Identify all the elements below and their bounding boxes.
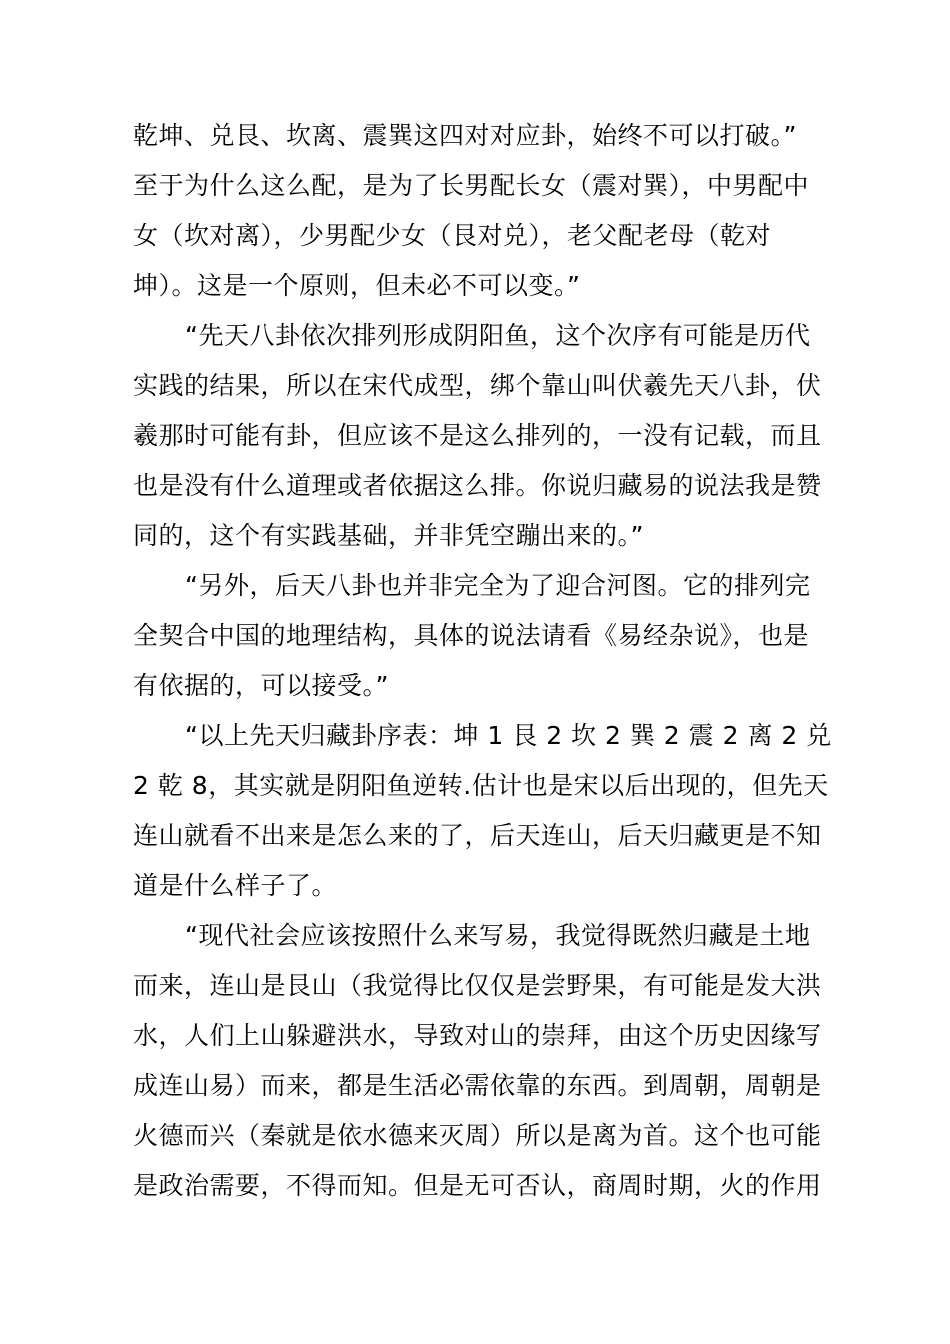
text-line: 实践的结果，所以在宋代成型，绑个靠山叫伏羲先天八卦，伏 <box>133 371 822 400</box>
text-line: 道是什么样子了。 <box>133 871 338 900</box>
paragraph-start-line: “另外，后天八卦也并非完全为了迎合河图。它的排列完 <box>185 571 811 600</box>
text-line: 乾坤、兑艮、坎离、震巽这四对对应卦，始终不可以打破。” <box>133 121 797 150</box>
text-line: 同的，这个有实践基础，并非凭空蹦出来的。” <box>133 521 644 550</box>
text-line: 是政治需要，不得而知。但是无可否认，商周时期，火的作用 <box>133 1171 822 1200</box>
text-line: 女（坎对离），少男配少女（艮对兑），老父配老母（乾对 <box>133 221 772 250</box>
text-line: 全契合中国的地理结构，具体的说法请看《易经杂说》，也是 <box>133 621 810 650</box>
text-line: 至于为什么这么配，是为了长男配长女（震对巽），中男配中 <box>133 171 810 200</box>
text-line: 水，人们上山躲避洪水，导致对山的崇拜，由这个历史因缘写 <box>133 1021 822 1050</box>
text-line: 坤）。这是一个原则，但未必不可以变。” <box>133 271 581 300</box>
paragraph-start-line: “先天八卦依次排列形成阴阳鱼，这个次序有可能是历代 <box>185 321 811 350</box>
paragraph-start-line: “现代社会应该按照什么来写易，我觉得既然归藏是土地 <box>185 921 811 950</box>
paragraph-start-line: “以上先天归藏卦序表：坤 1 艮 2 坎 2 巽 2 震 2 离 2 兑 <box>185 721 832 750</box>
text-line: 连山就看不出来是怎么来的了，后天连山，后天归藏更是不知 <box>133 821 822 850</box>
text-line: 有依据的，可以接受。” <box>133 671 389 700</box>
text-line: 也是没有什么道理或者依据这么排。你说归藏易的说法我是赞 <box>133 471 822 500</box>
text-line: 2 乾 8，其实就是阴阳鱼逆转.估计也是宋以后出现的，但先天 <box>133 771 829 800</box>
text-line: 成连山易）而来，都是生活必需依靠的东西。到周朝，周朝是 <box>133 1071 822 1100</box>
text-line: 而来，连山是艮山（我觉得比仅仅是尝野果，有可能是发大洪 <box>133 971 822 1000</box>
text-line: 火德而兴（秦就是依水德来灭周）所以是离为首。这个也可能 <box>133 1121 822 1150</box>
text-line: 羲那时可能有卦，但应该不是这么排列的，一没有记载，而且 <box>133 421 822 450</box>
